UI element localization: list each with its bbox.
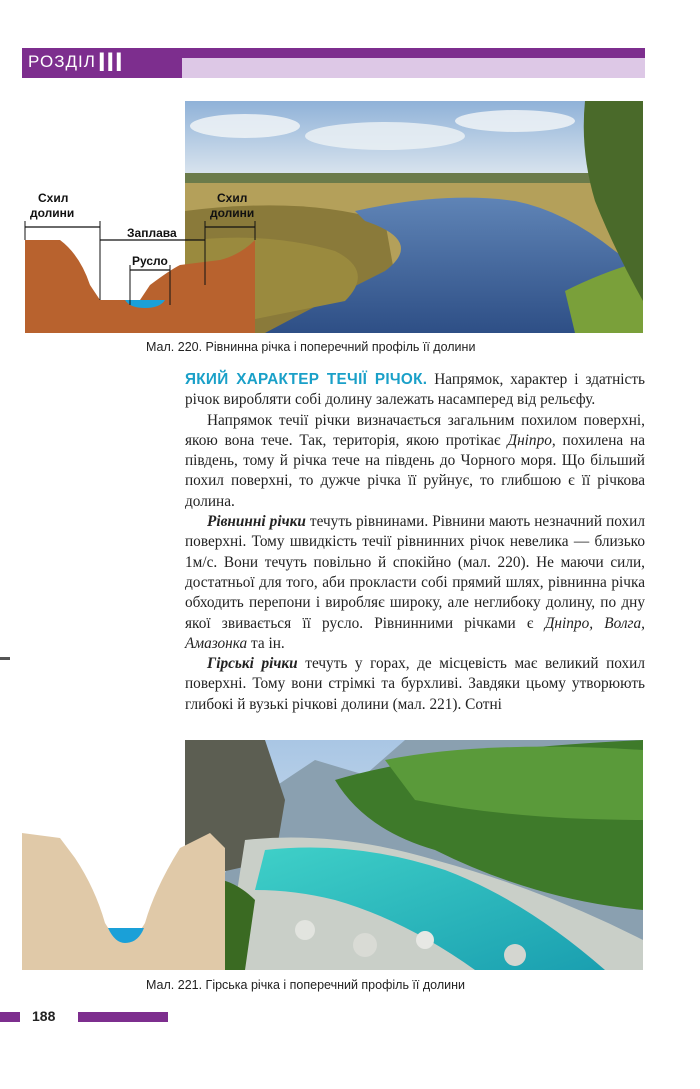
page-footer — [0, 1008, 170, 1024]
label-slope-right-2: долини — [210, 206, 255, 220]
header-strip — [182, 48, 645, 58]
plain-river-examples: Дніпро, Волга, Амазонка — [185, 614, 645, 652]
section-label: РОЗДІЛ — [28, 52, 96, 71]
footer-bar — [78, 1012, 168, 1022]
paragraph-3-text-b: та ін. — [247, 634, 285, 652]
paragraph-3-text-a: течуть рівнинами. Рівнини мають незначний похил поверхні. Тому швидкість течії рівнинних річок невелика — близько 1м/с. Вони течуть повільно й спокійно (мал. 220). Не маючи сили, достатньої для того, аби прокласти собі прямий шлях, рівнинна річка обходить перепони і виробляє широку, але неглибоку долину, по дну якої звивається її русло. Рівнинними річками є — [185, 513, 645, 632]
mountain-river-photo — [185, 740, 643, 970]
section-header — [22, 48, 645, 78]
label-slope-left-1: Схил — [38, 191, 69, 205]
header-curve — [162, 48, 202, 78]
label-channel: Русло — [132, 254, 168, 268]
term-plain-rivers: Рівнинні річки — [207, 513, 306, 531]
paragraph-2 — [185, 411, 645, 512]
footer-left-bar — [0, 1012, 20, 1022]
paragraph-1 — [185, 370, 645, 411]
paragraph-4 — [185, 654, 645, 715]
label-floodplain: Заплава — [127, 226, 177, 240]
header-light-band — [182, 58, 645, 78]
section-heading: ЯКИЙ ХАРАКТЕР ТЕЧІЇ РІЧОК. — [185, 371, 428, 388]
plain-valley-profile-diagram — [20, 185, 265, 335]
margin-mark — [0, 657, 10, 660]
mountain-valley-profile-diagram — [20, 828, 235, 970]
page-number: 188 — [32, 1008, 56, 1024]
paragraph-4-text: течуть у горах, де місцевість має великий похил поверхні. Тому вони стрімкі та бурхливі. Завдяки цьому утворюють глибокі й вузькі річкові долини (мал. 221). Сотні — [185, 655, 645, 713]
term-dnipro: Дніпро — [507, 431, 552, 449]
paragraph-2-text-b: , похилена на південь, тому й річка тече на південь до Чорного моря. Що більший похил поверхні, то дужче річка її руйнує, то глибшою є її річкова долина. — [185, 431, 645, 510]
paragraph-2-text-a: Напрямок течії річки визначається загальним похилом поверхні, якою вона тече. Так, територія, якою протікає — [185, 411, 645, 449]
section-number: III — [98, 47, 124, 77]
label-slope-right-1: Схил — [217, 191, 248, 205]
main-text — [185, 370, 645, 715]
label-slope-left-2: долини — [30, 206, 75, 220]
figure-220-caption: Мал. 220. Рівнинна річка і поперечний профіль її долини — [146, 340, 476, 354]
term-mountain-rivers: Гірські річки — [207, 655, 298, 673]
figure-221-caption: Мал. 221. Гірська річка і поперечний профіль її долини — [146, 978, 465, 992]
paragraph-3 — [185, 512, 645, 654]
paragraph-1-text: Напрямок, характер і здатність річок виробляти собі долину залежать насамперед від рельєфу. — [185, 371, 645, 409]
